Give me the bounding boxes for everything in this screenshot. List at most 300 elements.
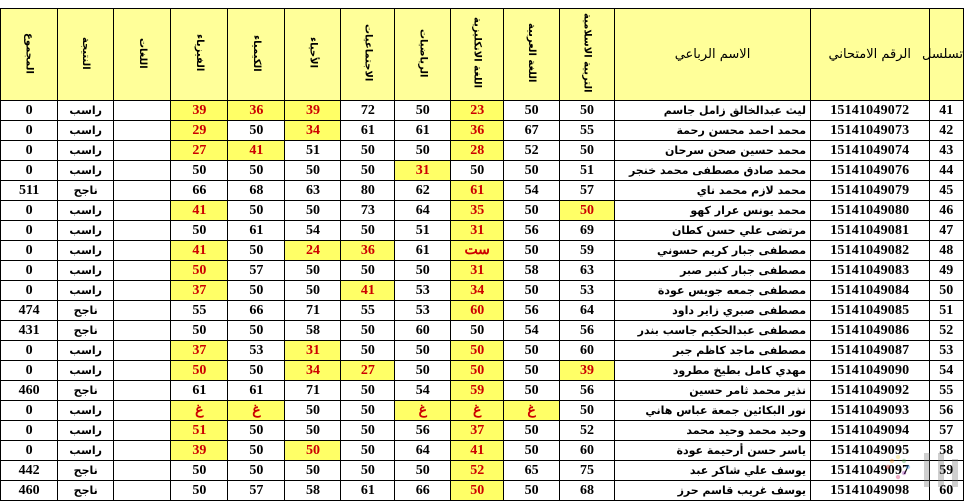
cell-bio: 71 [285,301,341,321]
cell-social: 50 [341,161,395,181]
cell-social: 80 [341,181,395,201]
table-row [1,361,964,381]
cell-islamic: 55 [560,121,615,141]
table-row [1,281,964,301]
cell-bio: 58 [285,321,341,341]
cell-total: 0 [1,101,58,121]
cell-name: مصطفى عبدالحكيم جاسب بندر [615,321,811,341]
cell-phys: 29 [171,121,228,141]
cell-total: 431 [1,321,58,341]
cell-math: 50 [395,101,451,121]
cell-math: 61 [395,241,451,261]
cell-result: راسب [58,101,114,121]
col-header-chemistry: الكيمياء [228,9,285,101]
cell-chem: 61 [228,221,285,241]
cell-total: 0 [1,361,58,381]
table-row [1,221,964,241]
cell-seq: 58 [929,441,963,461]
cell-phys: 41 [171,241,228,261]
cell-total: 0 [1,441,58,461]
cell-code: 15141049090 [811,361,929,381]
cell-math: 66 [395,481,451,501]
cell-islamic: 60 [560,441,615,461]
cell-total: 0 [1,241,58,261]
cell-name: مصطفى صبري زاير داود [615,301,811,321]
cell-bio: 50 [285,201,341,221]
cell-social: 50 [341,461,395,481]
cell-english: 61 [451,181,504,201]
cell-english: 52 [451,461,504,481]
cell-seq: 42 [929,121,963,141]
cell-total: 0 [1,281,58,301]
cell-social: 61 [341,121,395,141]
table-row [1,141,964,161]
cell-chem: 57 [228,481,285,501]
cell-name: محمد لازم محمد ناي [615,181,811,201]
cell-bio: 50 [285,421,341,441]
cell-result: راسب [58,141,114,161]
cell-social: 50 [341,321,395,341]
cell-bio: 50 [285,441,341,461]
cell-code: 15141049095 [811,441,929,461]
table-row [1,461,964,481]
cell-total: 0 [1,201,58,221]
cell-phys: 50 [171,221,228,241]
cell-total: 0 [1,161,58,181]
cell-name: محمد صادق مصطفى محمد خنجر [615,161,811,181]
cell-name: مصطفى جبار كريم حسوني [615,241,811,261]
cell-islamic: 60 [560,341,615,361]
cell-code: 15141049094 [811,421,929,441]
cell-name: ياسر حسن أرحيمة عودة [615,441,811,461]
cell-total: 0 [1,221,58,241]
cell-bio: 71 [285,381,341,401]
cell-social: 50 [341,221,395,241]
cell-name: يوسف غريب قاسم حرز [615,481,811,501]
cell-social: 50 [341,261,395,281]
cell-english: 28 [451,141,504,161]
cell-english: 35 [451,201,504,221]
cell-name: محمد احمد محسن رحمة [615,121,811,141]
cell-name: نذير محمد ثامر حسين [615,381,811,401]
cell-chem: 50 [228,461,285,481]
cell-seq: 43 [929,141,963,161]
cell-islamic: 52 [560,421,615,441]
cell-lang [114,161,171,181]
cell-total: 0 [1,341,58,361]
cell-code: 15141049076 [811,161,929,181]
cell-english: 31 [451,261,504,281]
table-row [1,201,964,221]
table-row [1,101,964,121]
cell-arabic: 50 [504,241,560,261]
cell-bio: 51 [285,141,341,161]
cell-islamic: 39 [560,361,615,381]
cell-arabic: 56 [504,221,560,241]
cell-social: 50 [341,341,395,361]
table-body [1,101,964,501]
cell-lang [114,401,171,421]
cell-chem: 66 [228,301,285,321]
cell-chem: 50 [228,161,285,181]
table-row [1,441,964,461]
cell-phys: 66 [171,181,228,201]
cell-arabic: 50 [504,421,560,441]
cell-lang [114,221,171,241]
cell-name: محمد يونس عرار كهو [615,201,811,221]
cell-islamic: 50 [560,201,615,221]
cell-bio: 54 [285,221,341,241]
cell-islamic: 53 [560,281,615,301]
col-header-english: اللغة الانكليزية [451,9,504,101]
cell-english: 50 [451,481,504,501]
cell-english: 36 [451,121,504,141]
cell-total: 442 [1,461,58,481]
table-row [1,261,964,281]
cell-arabic: 67 [504,121,560,141]
table-row [1,321,964,341]
cell-social: 36 [341,241,395,261]
cell-phys: 50 [171,361,228,381]
cell-islamic: 57 [560,181,615,201]
cell-phys: 50 [171,481,228,501]
cell-seq: 48 [929,241,963,261]
cell-phys: 50 [171,261,228,281]
cell-total: 0 [1,121,58,141]
cell-arabic: 50 [504,161,560,181]
cell-islamic: 75 [560,461,615,481]
cell-seq: 57 [929,421,963,441]
cell-social: 72 [341,101,395,121]
cell-arabic: 50 [504,201,560,221]
cell-bio: 63 [285,181,341,201]
cell-arabic: 58 [504,261,560,281]
cell-phys: 27 [171,141,228,161]
cell-result: راسب [58,161,114,181]
cell-code: 15141049084 [811,281,929,301]
cell-islamic: 50 [560,401,615,421]
cell-phys: 61 [171,381,228,401]
cell-chem: 36 [228,101,285,121]
col-header-math: الرياضيات [395,9,451,101]
cell-chem: 50 [228,281,285,301]
table-row [1,341,964,361]
cell-code: 15141049087 [811,341,929,361]
table-row [1,481,964,501]
table-row [1,401,964,421]
cell-total: 511 [1,181,58,201]
cell-total: 460 [1,481,58,501]
col-header-languages: اللغات [114,9,171,101]
cell-bio: 34 [285,361,341,381]
cell-islamic: 68 [560,481,615,501]
cell-phys: 39 [171,101,228,121]
cell-name: ليث عبدالخالق زامل جاسم [615,101,811,121]
cell-result: ناجح [58,301,114,321]
cell-name: نور البكائين جمعة عباس هاني [615,401,811,421]
cell-name: مصطفى جبار كنبر صبر [615,261,811,281]
cell-arabic: 50 [504,281,560,301]
cell-lang [114,121,171,141]
cell-english: 50 [451,341,504,361]
cell-arabic: 50 [504,361,560,381]
cell-code: 15141049092 [811,381,929,401]
cell-phys: 50 [171,461,228,481]
cell-english: غ [451,401,504,421]
cell-social: 50 [341,381,395,401]
cell-math: 50 [395,141,451,161]
cell-seq: 52 [929,321,963,341]
cell-lang [114,381,171,401]
cell-seq: 49 [929,261,963,281]
col-header-arabic: اللغة العربية [504,9,560,101]
cell-arabic: 65 [504,461,560,481]
cell-math: 54 [395,381,451,401]
cell-seq: 44 [929,161,963,181]
cell-chem: 50 [228,421,285,441]
cell-name: مهدي كامل بطيخ مطرود [615,361,811,381]
cell-code: 15141049083 [811,261,929,281]
cell-phys: 51 [171,421,228,441]
col-header-physics: الفيزياء [171,9,228,101]
cell-social: 50 [341,141,395,161]
cell-bio: 34 [285,121,341,141]
cell-english: 37 [451,421,504,441]
cell-social: 61 [341,481,395,501]
cell-name: محمد حسين صحن سرحان [615,141,811,161]
cell-islamic: 56 [560,321,615,341]
cell-code: 15141049074 [811,141,929,161]
table-row [1,421,964,441]
cell-name: يوسف علي شاكر عبد [615,461,811,481]
col-header-seq: تسلسل [929,9,963,101]
cell-lang [114,261,171,281]
cell-lang [114,481,171,501]
table-row [1,181,964,201]
cell-math: 51 [395,221,451,241]
cell-social: 27 [341,361,395,381]
cell-name: وحيد محمد وحيد محمد [615,421,811,441]
cell-english: 34 [451,281,504,301]
cell-arabic: 50 [504,441,560,461]
cell-islamic: 50 [560,141,615,161]
cell-lang [114,281,171,301]
cell-chem: 50 [228,441,285,461]
cell-islamic: 64 [560,301,615,321]
table-row [1,161,964,181]
cell-name: مصطفى ماجد كاظم جبر [615,341,811,361]
cell-result: راسب [58,361,114,381]
cell-code: 15141049080 [811,201,929,221]
cell-result: راسب [58,421,114,441]
cell-math: 61 [395,121,451,141]
cell-seq: 59 [929,461,963,481]
cell-social: 73 [341,201,395,221]
cell-seq: 45 [929,181,963,201]
cell-chem: غ [228,401,285,421]
cell-code: 15141049081 [811,221,929,241]
cell-english: 59 [451,381,504,401]
cell-result: راسب [58,341,114,361]
cell-code: 15141049082 [811,241,929,261]
cell-english: 60 [451,301,504,321]
cell-result: ناجح [58,461,114,481]
cell-total: 0 [1,421,58,441]
cell-code: 15141049079 [811,181,929,201]
results-table [0,8,964,501]
cell-islamic: 56 [560,381,615,401]
cell-phys: 41 [171,201,228,221]
cell-english: 50 [451,361,504,381]
cell-result: ناجح [58,381,114,401]
col-header-social: الاجتماعيات [341,9,395,101]
cell-islamic: 51 [560,161,615,181]
cell-bio: 50 [285,401,341,421]
cell-lang [114,421,171,441]
cell-phys: 37 [171,281,228,301]
cell-math: 60 [395,321,451,341]
cell-phys: 50 [171,321,228,341]
col-header-total: المجموع [1,9,58,101]
cell-seq: 60 [929,481,963,501]
cell-chem: 50 [228,321,285,341]
cell-social: 50 [341,401,395,421]
cell-phys: 37 [171,341,228,361]
table-row [1,121,964,141]
cell-chem: 50 [228,241,285,261]
cell-result: راسب [58,441,114,461]
cell-code: 15141049072 [811,101,929,121]
cell-english: ست [451,241,504,261]
cell-math: 50 [395,261,451,281]
cell-math: غ [395,401,451,421]
cell-chem: 57 [228,261,285,281]
cell-seq: 55 [929,381,963,401]
cell-result: ناجح [58,321,114,341]
cell-english: 31 [451,221,504,241]
cell-lang [114,301,171,321]
cell-seq: 53 [929,341,963,361]
cell-lang [114,441,171,461]
table-row [1,301,964,321]
cell-chem: 61 [228,381,285,401]
cell-code: 15141049098 [811,481,929,501]
cell-math: 31 [395,161,451,181]
cell-social: 50 [341,421,395,441]
cell-seq: 54 [929,361,963,381]
cell-chem: 68 [228,181,285,201]
cell-result: ناجح [58,481,114,501]
cell-arabic: 50 [504,381,560,401]
cell-chem: 50 [228,201,285,221]
cell-code: 15141049085 [811,301,929,321]
cell-seq: 47 [929,221,963,241]
cell-arabic: 50 [504,101,560,121]
cell-bio: 50 [285,461,341,481]
cell-math: 50 [395,341,451,361]
cell-name: مصطفى جمعه جويس عودة [615,281,811,301]
cell-lang [114,141,171,161]
cell-code: 15141049086 [811,321,929,341]
cell-math: 64 [395,441,451,461]
cell-lang [114,101,171,121]
cell-islamic: 69 [560,221,615,241]
cell-bio: 31 [285,341,341,361]
cell-total: 0 [1,261,58,281]
cell-lang [114,341,171,361]
cell-seq: 50 [929,281,963,301]
cell-chem: 53 [228,341,285,361]
cell-arabic: غ [504,401,560,421]
cell-math: 53 [395,281,451,301]
cell-phys: غ [171,401,228,421]
cell-lang [114,201,171,221]
cell-english: 50 [451,321,504,341]
cell-total: 460 [1,381,58,401]
cell-english: 23 [451,101,504,121]
cell-phys: 55 [171,301,228,321]
cell-bio: 50 [285,261,341,281]
cell-math: 53 [395,301,451,321]
table-row [1,241,964,261]
cell-arabic: 52 [504,141,560,161]
col-header-exam-no: الرقم الامتحاني [811,9,929,101]
cell-lang [114,461,171,481]
cell-name: مرتضى علي حسن كطان [615,221,811,241]
cell-phys: 50 [171,161,228,181]
cell-lang [114,321,171,341]
col-header-islamic: التربية الاسلامية [560,9,615,101]
cell-seq: 51 [929,301,963,321]
cell-bio: 58 [285,481,341,501]
cell-english: 41 [451,441,504,461]
cell-lang [114,241,171,261]
cell-islamic: 59 [560,241,615,261]
cell-math: 50 [395,461,451,481]
cell-seq: 46 [929,201,963,221]
cell-english: 50 [451,161,504,181]
cell-result: راسب [58,201,114,221]
col-header-name: الاسم الرباعي [615,9,811,101]
cell-seq: 56 [929,401,963,421]
col-header-biology: الأحياء [285,9,341,101]
cell-phys: 39 [171,441,228,461]
cell-arabic: 54 [504,321,560,341]
cell-chem: 41 [228,141,285,161]
col-header-result: النتيجة [58,9,114,101]
cell-seq: 41 [929,101,963,121]
cell-social: 50 [341,441,395,461]
cell-result: ناجح [58,181,114,201]
cell-islamic: 63 [560,261,615,281]
cell-arabic: 50 [504,481,560,501]
cell-arabic: 54 [504,181,560,201]
cell-bio: 50 [285,281,341,301]
cell-result: راسب [58,241,114,261]
cell-bio: 50 [285,161,341,181]
cell-result: راسب [58,121,114,141]
header-row [1,9,964,101]
cell-result: راسب [58,261,114,281]
cell-social: 41 [341,281,395,301]
cell-arabic: 56 [504,301,560,321]
cell-chem: 50 [228,121,285,141]
cell-total: 0 [1,141,58,161]
cell-math: 64 [395,201,451,221]
cell-math: 50 [395,361,451,381]
cell-code: 15141049097 [811,461,929,481]
cell-result: راسب [58,221,114,241]
